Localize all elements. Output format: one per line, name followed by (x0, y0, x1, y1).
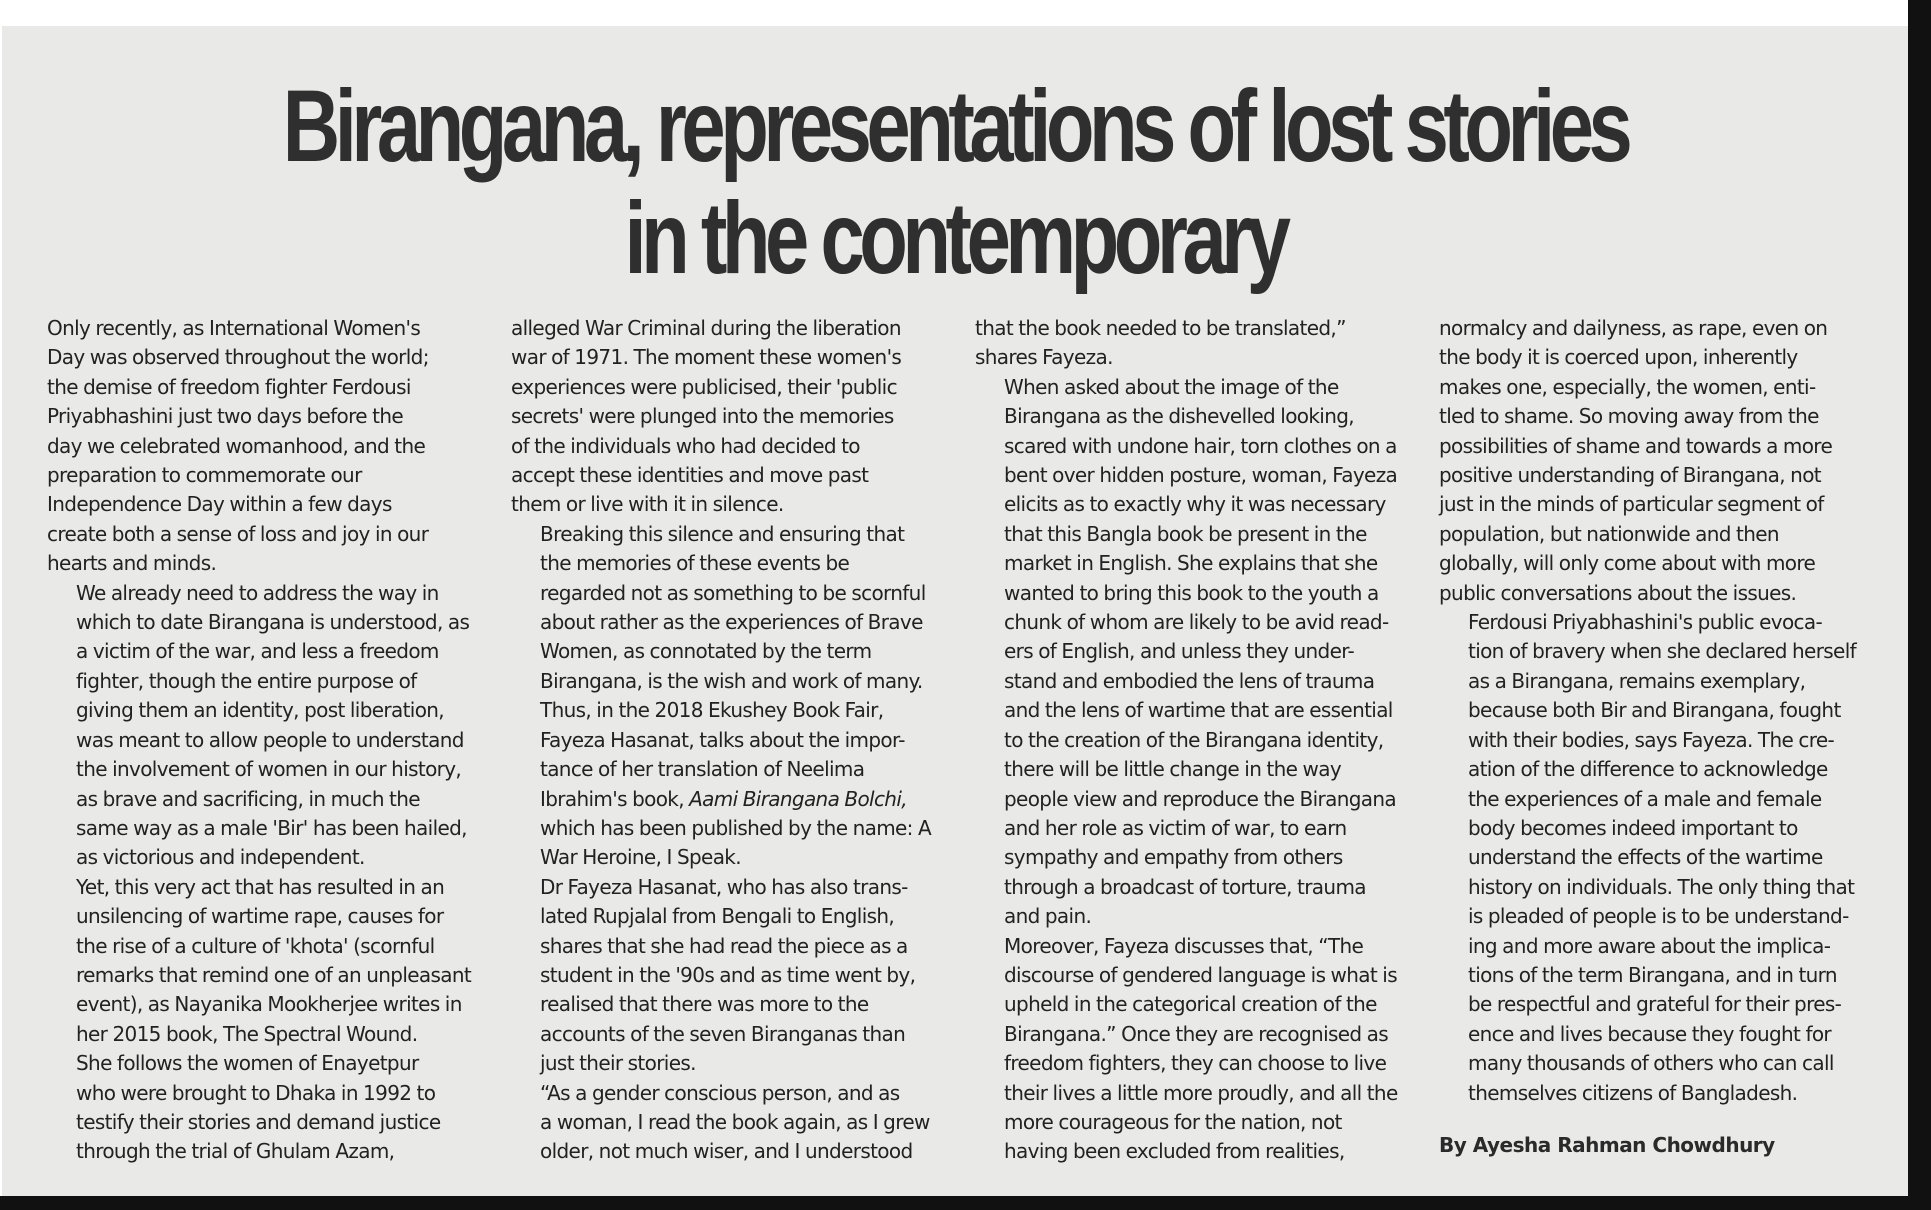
article-paragraph (511, 1079, 943, 1167)
text-line: day we celebrated womanhood, and the (47, 433, 426, 458)
text-line: War Heroine, I Speak. (540, 845, 741, 870)
article-paragraph (975, 314, 1407, 373)
scan-border-right (1908, 0, 1931, 1210)
text-line: giving them an identity, post liberation, (76, 698, 445, 723)
text-line: that this Bangla book be present in the (1004, 521, 1367, 546)
text-line: the involvement of women in our history, (76, 757, 462, 782)
text-line: Breaking this silence and ensuring that (540, 521, 905, 546)
text-line: discourse of gendered language is what is (1004, 962, 1397, 987)
text-line: Birangana.” Once they are recognised as (1004, 1021, 1389, 1046)
text-line: Only recently, as International Women's (47, 316, 421, 340)
text-line: Fayeza Hasanat, talks about the impor- (540, 727, 905, 752)
text-line: a woman, I read the book again, as I grew (540, 1109, 930, 1134)
article-paragraph (511, 314, 943, 520)
text-line: who were brought to Dhaka in 1992 to (76, 1080, 436, 1105)
article-column-1 (47, 314, 479, 1167)
text-line: with their bodies, says Fayeza. The cre- (1468, 727, 1835, 752)
text-line: Independence Day within a few days (47, 492, 392, 517)
article-paragraph (47, 873, 479, 1049)
text-line: preparation to commemorate our (47, 463, 362, 488)
text-line: their lives a little more proudly, and all the (1004, 1080, 1398, 1105)
text-line: Birangana as the dishevelled looking, (1004, 404, 1354, 429)
text-line: ation of the difference to acknowledge (1468, 757, 1828, 782)
text-line: possibilities of shame and towards a more (1439, 433, 1833, 458)
text-line: chunk of whom are likely to be avid read- (1004, 610, 1389, 635)
scan-border-bottom (0, 1196, 1931, 1210)
text-line: makes one, especially, the women, enti- (1439, 374, 1816, 399)
text-line: and pain. (1004, 904, 1092, 929)
text-line: market in English. She explains that she (1004, 551, 1378, 576)
text-line: there will be little change in the way (1004, 757, 1342, 782)
text-line: understand the effects of the wartime (1468, 845, 1823, 870)
text-line: Birangana, is the wish and work of many. (540, 668, 923, 693)
text-line: was meant to allow people to understand (76, 727, 464, 752)
text-line: the demise of freedom fighter Ferdousi (47, 374, 411, 399)
article-paragraph (1439, 314, 1871, 608)
text-line: Women, as connotated by the term (540, 639, 872, 664)
text-line: tion of bravery when she declared herself (1468, 639, 1856, 664)
text-line: secrets' were plunged into the memories (511, 404, 894, 429)
text-line: public conversations about the issues. (1439, 580, 1797, 605)
text-line: that the book needed to be translated,” (975, 316, 1346, 340)
text-line: tled to shame. So moving away from the (1439, 404, 1819, 429)
text-line: more courageous for the nation, not (1004, 1109, 1342, 1134)
text-line: many thousands of others who can call (1468, 1051, 1834, 1076)
headline-line: Birangana, representations of lost stories (282, 69, 1628, 183)
article-column-3 (975, 314, 1407, 1167)
text-line: Dr Fayeza Hasanat, who has also trans- (540, 874, 908, 899)
text-line: history on individuals. The only thing that (1468, 874, 1855, 899)
text-line: them or live with it in silence. (511, 492, 784, 517)
text-line: war of 1971. The moment these women's (511, 345, 902, 370)
article-paragraph (975, 373, 1407, 932)
text-line: shares Fayeza. (975, 345, 1113, 370)
text-line: ence and lives because they fought for (1468, 1021, 1832, 1046)
text-line: stand and embodied the lens of trauma (1004, 668, 1375, 693)
text-line: Priyabhashini just two days before the (47, 404, 404, 429)
text-line: lated Rupjalal from Bengali to English, (540, 904, 895, 929)
text-line: Moreover, Fayeza discusses that, “The (1004, 933, 1364, 958)
text-line: just in the minds of particular segment of (1439, 492, 1824, 517)
text-line: elicits as to exactly why it was necessary (1004, 492, 1386, 517)
text-line: When asked about the image of the (1004, 374, 1339, 399)
text-line: about rather as the experiences of Brave (540, 610, 923, 635)
text-line: Yet, this very act that has resulted in an (76, 874, 445, 899)
text-line: shares that she had read the piece as a (540, 933, 908, 958)
article-paragraph (47, 1049, 479, 1167)
article-column-4 (1439, 314, 1871, 1160)
text-line: ers of English, and unless they under- (1004, 639, 1355, 664)
text-line: older, not much wiser, and I understood (540, 1139, 913, 1164)
text-line: Ibrahim's book, Aami Birangana Bolchi, (540, 786, 907, 811)
text-line: normalcy and dailyness, as rape, even on (1439, 316, 1828, 340)
text-line: tance of her translation of Neelima (540, 757, 865, 782)
text-line: sympathy and empathy from others (1004, 845, 1343, 870)
text-line: be respectful and grateful for their pres- (1468, 992, 1842, 1017)
text-line: positive understanding of Birangana, not (1439, 463, 1821, 488)
text-line: unsilencing of wartime rape, causes for (76, 904, 444, 929)
text-line: the memories of these events be (540, 551, 850, 576)
headline-line: in the contemporary (624, 181, 1286, 295)
text-line: her 2015 book, The Spectral Wound. (76, 1021, 418, 1046)
text-line: She follows the women of Enayetpur (76, 1051, 419, 1076)
text-line: themselves citizens of Bangladesh. (1468, 1080, 1798, 1105)
article-paragraph (511, 520, 943, 873)
text-line: accounts of the seven Biranganas than (540, 1021, 906, 1046)
text-line: testify their stories and demand justice (76, 1109, 441, 1134)
text-line: wanted to bring this book to the youth a (1004, 580, 1379, 605)
article-paragraph (1439, 608, 1871, 1108)
article-headline (212, 70, 1699, 294)
text-line: and the lens of wartime that are essential (1004, 698, 1393, 723)
article-column-2 (511, 314, 943, 1167)
text-line: create both a sense of loss and joy in our (47, 521, 429, 546)
article-paragraph (975, 932, 1407, 1167)
newspaper-page (2, 26, 1908, 1196)
text-line: realised that there was more to the (540, 992, 869, 1017)
book-title: Aami Birangana Bolchi, (689, 786, 907, 811)
text-line: through a broadcast of torture, trauma (1004, 874, 1366, 899)
text-line: event), as Nayanika Mookherjee writes in (76, 992, 462, 1017)
text-line: which to date Birangana is understood, as (76, 610, 470, 635)
text-line: the body it is coerced upon, inherently (1439, 345, 1798, 370)
text-line: hearts and minds. (47, 551, 217, 576)
text-line: is pleaded of people is to be understand- (1468, 904, 1849, 929)
text-line: ing and more aware about the implica- (1468, 933, 1831, 958)
text-line: upheld in the categorical creation of the (1004, 992, 1377, 1017)
text-line: people view and reproduce the Birangana (1004, 786, 1397, 811)
byline: By Ayesha Rahman Chowdhury (1439, 1132, 1775, 1157)
text-line: as a Birangana, remains exemplary, (1468, 668, 1806, 693)
text-line: having been excluded from realities, (1004, 1139, 1345, 1164)
text-line: which has been published by the name: A (540, 815, 932, 840)
text-line: scared with undone hair, torn clothes on a (1004, 433, 1397, 458)
text-line: the experiences of a male and female (1468, 786, 1822, 811)
text-line: Day was observed throughout the world; (47, 345, 429, 370)
text-line: just their stories. (540, 1051, 696, 1076)
text-line: Ferdousi Priyabhashini's public evoca- (1468, 610, 1823, 635)
text-line: through the trial of Ghulam Azam, (76, 1139, 395, 1164)
text-line: Thus, in the 2018 Ekushey Book Fair, (540, 698, 884, 723)
text-line: student in the '90s and as time went by, (540, 962, 916, 987)
text-line: bent over hidden posture, woman, Fayeza (1004, 463, 1398, 488)
text-line: experiences were publicised, their 'public (511, 374, 897, 399)
text-line: to the creation of the Birangana identity, (1004, 727, 1384, 752)
text-line: body becomes indeed important to (1468, 815, 1798, 840)
text-line: because both Bir and Birangana, fought (1468, 698, 1841, 723)
text-line: a victim of the war, and less a freedom (76, 639, 439, 664)
text-line: of the individuals who had decided to (511, 433, 860, 458)
text-line: as brave and sacrificing, in much the (76, 786, 420, 811)
text-line: tions of the term Birangana, and in turn (1468, 962, 1837, 987)
text-line: as victorious and independent. (76, 845, 365, 870)
text-line: fighter, though the entire purpose of (76, 668, 417, 693)
article-paragraph (47, 579, 479, 873)
text-line: regarded not as something to be scornful (540, 580, 926, 605)
text-line: accept these identities and move past (511, 463, 869, 488)
text-line: alleged War Criminal during the liberation (511, 316, 901, 340)
text-line: “As a gender conscious person, and as (540, 1080, 900, 1105)
text-line: We already need to address the way in (76, 580, 439, 605)
text-line: globally, will only come about with more (1439, 551, 1816, 576)
text-line: remarks that remind one of an unpleasant (76, 962, 472, 987)
article-paragraph (511, 873, 943, 1079)
text-line: population, but nationwide and then (1439, 521, 1779, 546)
text-line: the rise of a culture of 'khota' (scornful (76, 933, 435, 958)
text-line: and her role as victim of war, to earn (1004, 815, 1347, 840)
text-line: same way as a male 'Bir' has been hailed, (76, 815, 467, 840)
article-paragraph (47, 314, 479, 579)
text-line: freedom fighters, they can choose to live (1004, 1051, 1387, 1076)
